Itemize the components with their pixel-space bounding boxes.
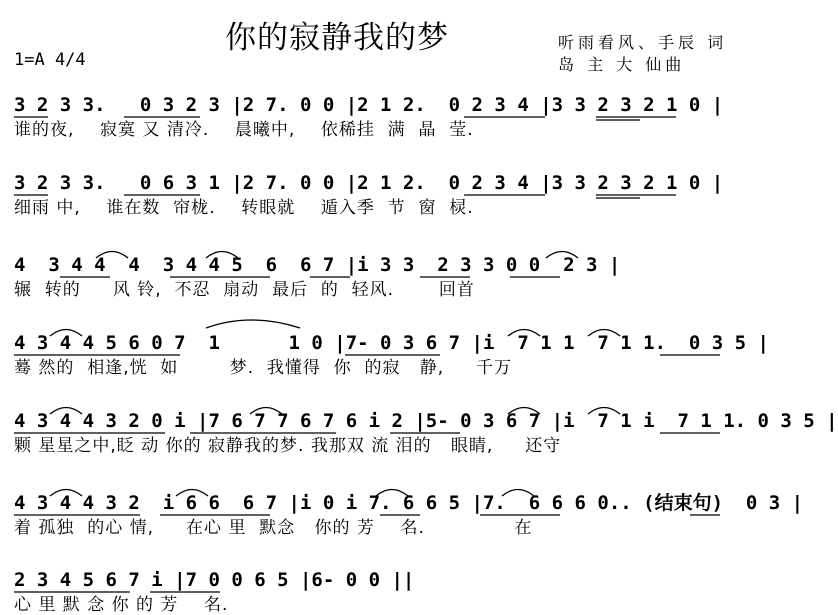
notation-line: 4 3 4 4 4 3 4 4 5 6 6 7 |i 3 3 2 3 3 0 0 2 3 | <box>14 254 621 276</box>
lyric-line: 着 孤独 的心 情, 在心 里 默念 你的 芳 名. 在 <box>14 518 533 538</box>
lyric-line: 蓦 然的 相逢,恍 如 梦. 我懂得 你 的寂 静, 千万 <box>14 358 513 378</box>
lyric-line: 细雨 中, 谁在数 帘栊. 转眼就 遁入季 节 窗 棂. <box>14 198 474 218</box>
lyric-line: 谁的夜, 寂寞 又 清冷. 晨曦中, 依稀挂 满 晶 莹. <box>14 120 474 140</box>
tie <box>206 252 238 259</box>
tie <box>250 408 282 415</box>
notation-line: 4 3 4 4 3 2 0 i |7 6 7 7 6 7 6 i 2 |5- 0 3 6 7 |i 7 1 i 7 1 1. 0 3 5 | <box>14 410 838 432</box>
lyricist-credit: 听雨看风、手辰 词 <box>558 33 728 52</box>
notation-line: 3 2 3 3. 0 3 2 3 |2 7. 0 0 |2 1 2. 0 2 3 4 |3 3 2 3 2 1 0 | <box>14 94 724 116</box>
tie <box>206 320 300 328</box>
tie <box>96 252 128 259</box>
notation-line: 3 2 3 3. 0 6 3 1 |2 7. 0 0 |2 1 2. 0 2 3 4 |3 3 2 3 2 1 0 | <box>14 172 724 194</box>
key-signature: 1=A 4/4 <box>14 50 86 70</box>
tie <box>588 408 620 415</box>
lyric-line: 心 里 默 念 你 的 芳 名. <box>14 595 229 615</box>
tie <box>502 490 534 497</box>
tie <box>50 330 82 337</box>
score-title: 你的寂静我的梦 <box>225 20 449 56</box>
lyric-line: 辗 转的 风 铃, 不忍 扇动 最后 的 轻风. 回首 <box>14 280 475 300</box>
composer-credit: 岛 主 大 仙曲 <box>558 55 686 74</box>
notation-line: 4 3 4 4 3 2 i 6 6 6 7 |i 0 i 7. 6 6 5 |7. 6 6 6 0.. (结束句) 0 3 | <box>14 492 804 514</box>
tie <box>50 490 82 497</box>
tie <box>508 408 540 415</box>
tie <box>50 408 82 415</box>
lyric-line: 颗 星星之中,眨 动 你的 寂静我的梦. 我那双 流 泪的 眼睛, 还守 <box>14 436 562 456</box>
tie <box>508 330 540 337</box>
notation-line: 4 3 4 4 5 6 0 7 1 1 0 |7- 0 3 6 7 |i 7 1 1 7 1 1. 0 3 5 | <box>14 332 769 354</box>
tie <box>376 490 408 497</box>
notation-line: 2 3 4 5 6 7 i |7 0 0 6 5 |6- 0 0 || <box>14 569 415 591</box>
tie <box>546 252 578 259</box>
tie <box>588 330 620 337</box>
tie <box>176 490 208 497</box>
